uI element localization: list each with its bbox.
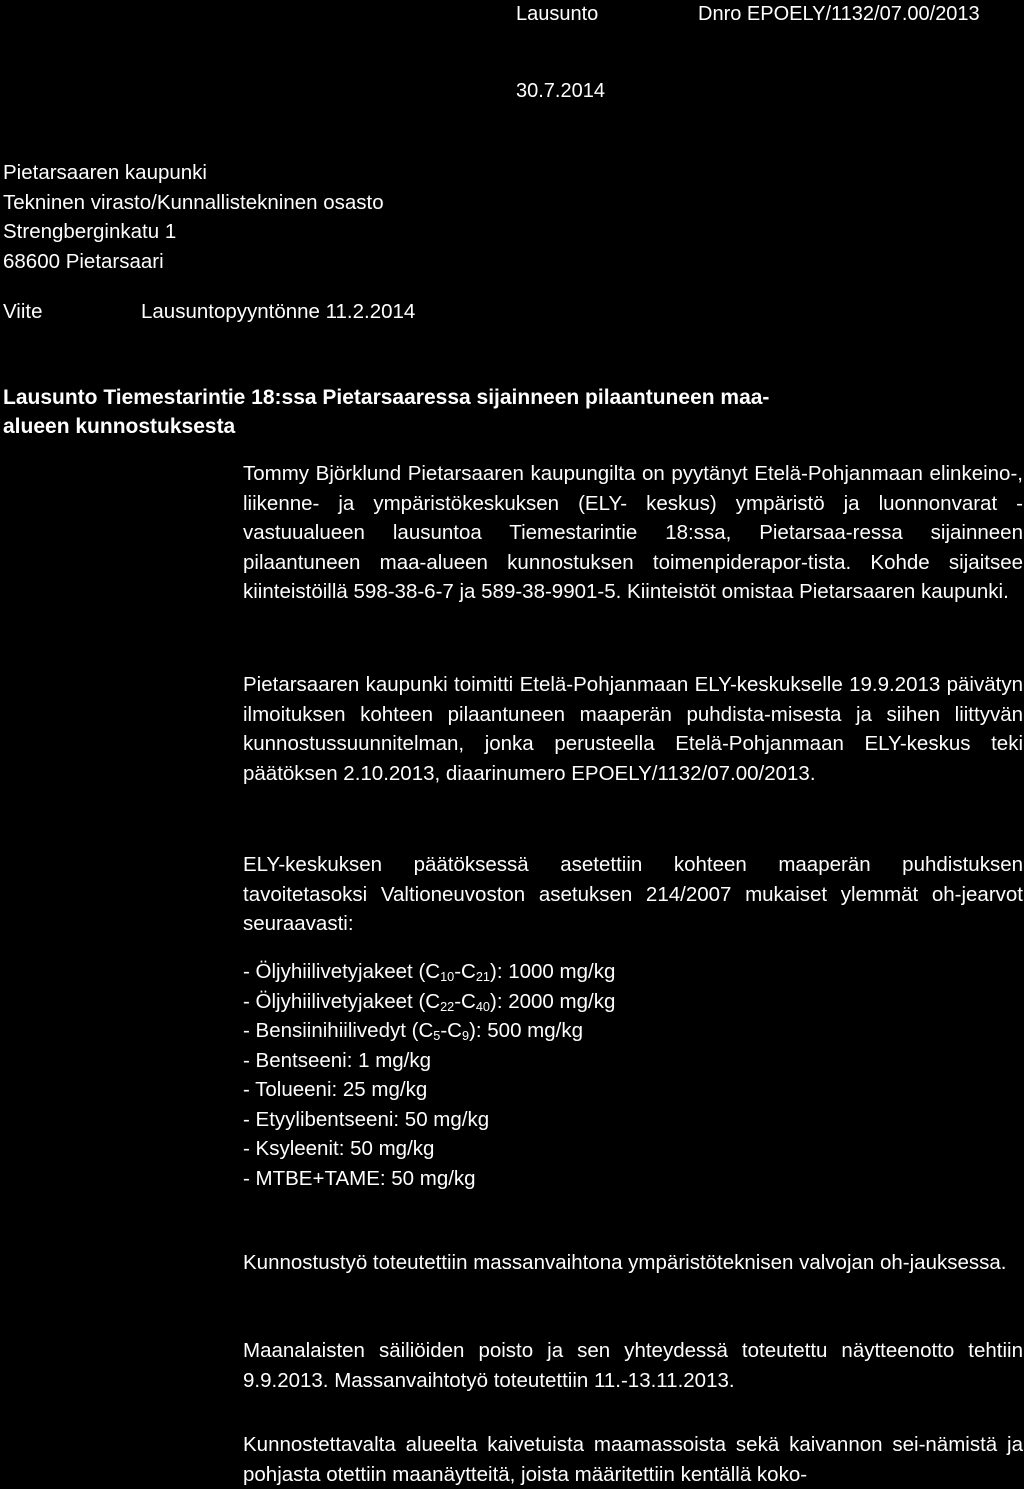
list-item: - Ksyleenit: 50 mg/kg [243,1137,435,1160]
paragraph-text: Kunnostettavalta alueelta kaivetuista maamassoista sekä kaivannon sei-nämistä ja pohjasta otettiin maanäytteitä, joista määritettiin kentällä koko- [243,1433,1023,1486]
paragraph-text: ELY-keskuksen päätöksessä asetettiin kohteen maaperän puhdistuksen tavoitetasoksi Valtioneuvoston asetuksen 214/2007 mukaiset ylemmät oh-jearvot seuraavasti: [243,853,1023,935]
body-paragraph-6 [243,1430,1023,1489]
body-paragraph-5 [243,1336,1023,1395]
title-line: alueen kunnostuksesta [3,415,236,438]
reference-value: Lausuntopyyntönne 11.2.2014 [141,300,416,323]
body-paragraph-3 [243,850,1023,939]
document-type: Lausunto [516,3,599,25]
recipient-address [3,158,384,276]
recipient-line: Strengberginkatu 1 [3,220,177,243]
recipient-line: Pietarsaaren kaupunki [3,161,207,184]
limit-values-list [243,957,1023,1193]
list-item: - MTBE+TAME: 50 mg/kg [243,1166,476,1190]
reference-number: Dnro EPOELY/1132/07.00/2013 [698,3,980,25]
document-date: 30.7.2014 [516,80,605,102]
paragraph-text: Tommy Björklund Pietarsaaren kaupungilta on pyytänyt Etelä-Pohjanmaan elinkeino-, liikenne- ja ympäristökeskuksen (ELY- keskus) ympäristö ja luonnonvarat -vastuualueen lausuntoa Tiemestarintie 18:ssa, Pietarsaa-ressa sijainneen pilaantuneen maa-alueen kunnostuksen toimenpiderapor-tista. Kohde sijaitsee kiinteistöillä 598-38-6-7 ja 589-38-9901-5. Kiinteistöt omistaa Pietarsaaren kaupunki. [243,462,1023,603]
list-item: - Öljyhiilivetyjakeet $(C_{10}-C_{21})$: 1000 mg/kg [243,960,616,985]
list-item: - Etyylibentseeni: 50 mg/kg [243,1107,490,1131]
list-item: - Bentseeni: 1 mg/kg [243,1048,432,1072]
paragraph-text: Kunnostustyö toteutettiin massanvaihtona ympäristöteknisen valvojan oh-jauksessa. [243,1251,1007,1274]
statement-title [3,383,769,441]
list-item: - Öljyhiilivetyjakeet $(C_{22}-C_{40})$: 2000 mg/kg [243,989,616,1014]
recipient-line: 68600 Pietarsaari [3,249,164,273]
reference-label: Viite [3,300,43,323]
body-paragraph-2 [243,670,1023,788]
paragraph-text: Maanalaisten säiliöiden poisto ja sen yhteydessä toteutettu näytteenotto tehtiin 9.9.2013. Massanvaihtotyö toteutettiin 11.-13.11.2013. [243,1339,1023,1392]
title-line: Lausunto Tiemestarintie 18:ssa Pietarsaaressa sijainneen pilaantuneen maa- [3,386,770,409]
body-paragraph-4 [243,1248,1023,1278]
paragraph-text: Pietarsaaren kaupunki toimitti Etelä-Pohjanmaan ELY-keskukselle 19.9.2013 päivätyn ilmoituksen kohteen pilaantuneen maaperän puhdista-misesta ja siihen liittyvän kunnostussuunnitelman, jonka perusteella Etelä-Pohjanmaan ELY-keskus teki päätöksen 2.10.2013, diaarinumero EPOELY/1132/07.00/2013. [243,673,1023,785]
body-paragraph-1 [243,459,1023,607]
list-item: - Bensiinihiilivedyt $(C_5-C_9)$: 500 mg/kg [243,1019,584,1044]
list-item: - Tolueeni: 25 mg/kg [243,1078,428,1101]
recipient-line: Tekninen virasto/Kunnallistekninen osasto [3,190,384,214]
